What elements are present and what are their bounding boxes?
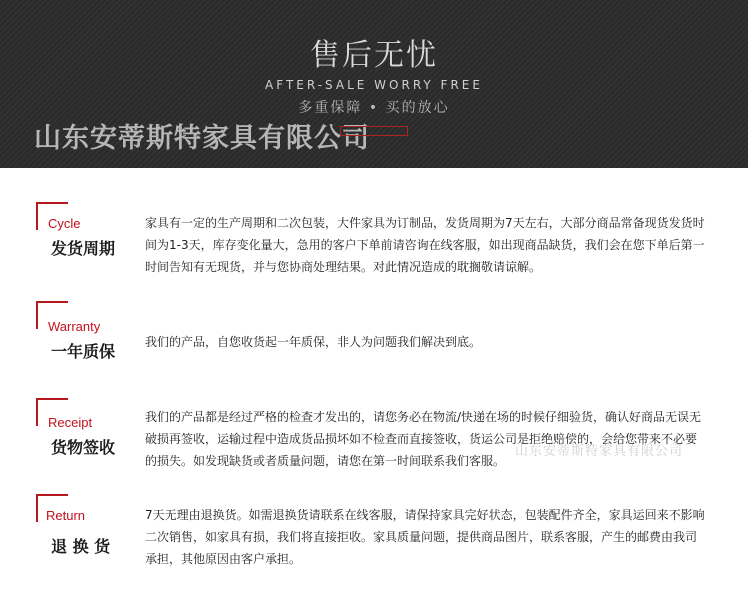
banner-tagline: 多重保障 • 买的放心	[298, 100, 450, 116]
section-receipt	[0, 398, 748, 478]
section-cn-label: 货物签收	[51, 438, 116, 457]
section-description: 我们的产品都是经过严格的检查才发出的，请您务必在物流/快递在场的时候仔细验货，确认好商品无误无破损再签收，运输过程中造成货品损坏如不检查而直接签收，货运公司是拒绝赔偿的，会给您带来不必要的损失。如发现缺货或者质量问题，请您在第一时间联系我们客服。	[145, 410, 702, 468]
section-description: 我们的产品，自您收货起一年质保，非人为问题我们解决到底。	[145, 335, 482, 349]
banner-subtitle-en: AFTER-SALE WORRY FREE	[265, 78, 483, 92]
section-cn-label: 发货周期	[51, 239, 116, 258]
banner-title: 售后无忧	[310, 38, 438, 73]
watermark-box	[340, 126, 408, 136]
section-en-label: Warranty	[48, 319, 101, 334]
section-cycle	[0, 202, 748, 282]
section-en-label: Receipt	[48, 415, 93, 430]
section-cn-label: 退 换 货	[51, 537, 111, 556]
section-en-label: Cycle	[48, 216, 81, 231]
company-watermark: 山东安蒂斯特家具有限公司	[34, 123, 370, 154]
ghost-watermark: 山东安蒂斯特家具有限公司	[515, 444, 684, 459]
section-cn-label: 一年质保	[51, 342, 116, 361]
section-en-label: Return	[46, 508, 86, 523]
section-warranty	[0, 301, 748, 381]
section-description: 7天无理由退换货。如需退换货请联系在线客服，请保持家具完好状态，包装配件齐全，家具运回来不影响二次销售，如家具有损，我们将直接拒收。家具质量问题，提供商品图片，联系客服，产生的邮费由我司承担，其他原因由客户承担。	[145, 508, 705, 566]
section-description: 家具有一定的生产周期和二次包装，大件家具为订制品，发货周期为7天左右，大部分商品常备现货发货时间为1-3天，库存变化量大，急用的客户下单前请咨询在线客服，如出现商品缺货，我们会在您下单后第一时间告知有无现货，并与您协商处理结果。对此情况造成的耽搁敬请谅解。	[145, 216, 705, 274]
section-return	[0, 494, 748, 574]
banner	[0, 0, 748, 168]
